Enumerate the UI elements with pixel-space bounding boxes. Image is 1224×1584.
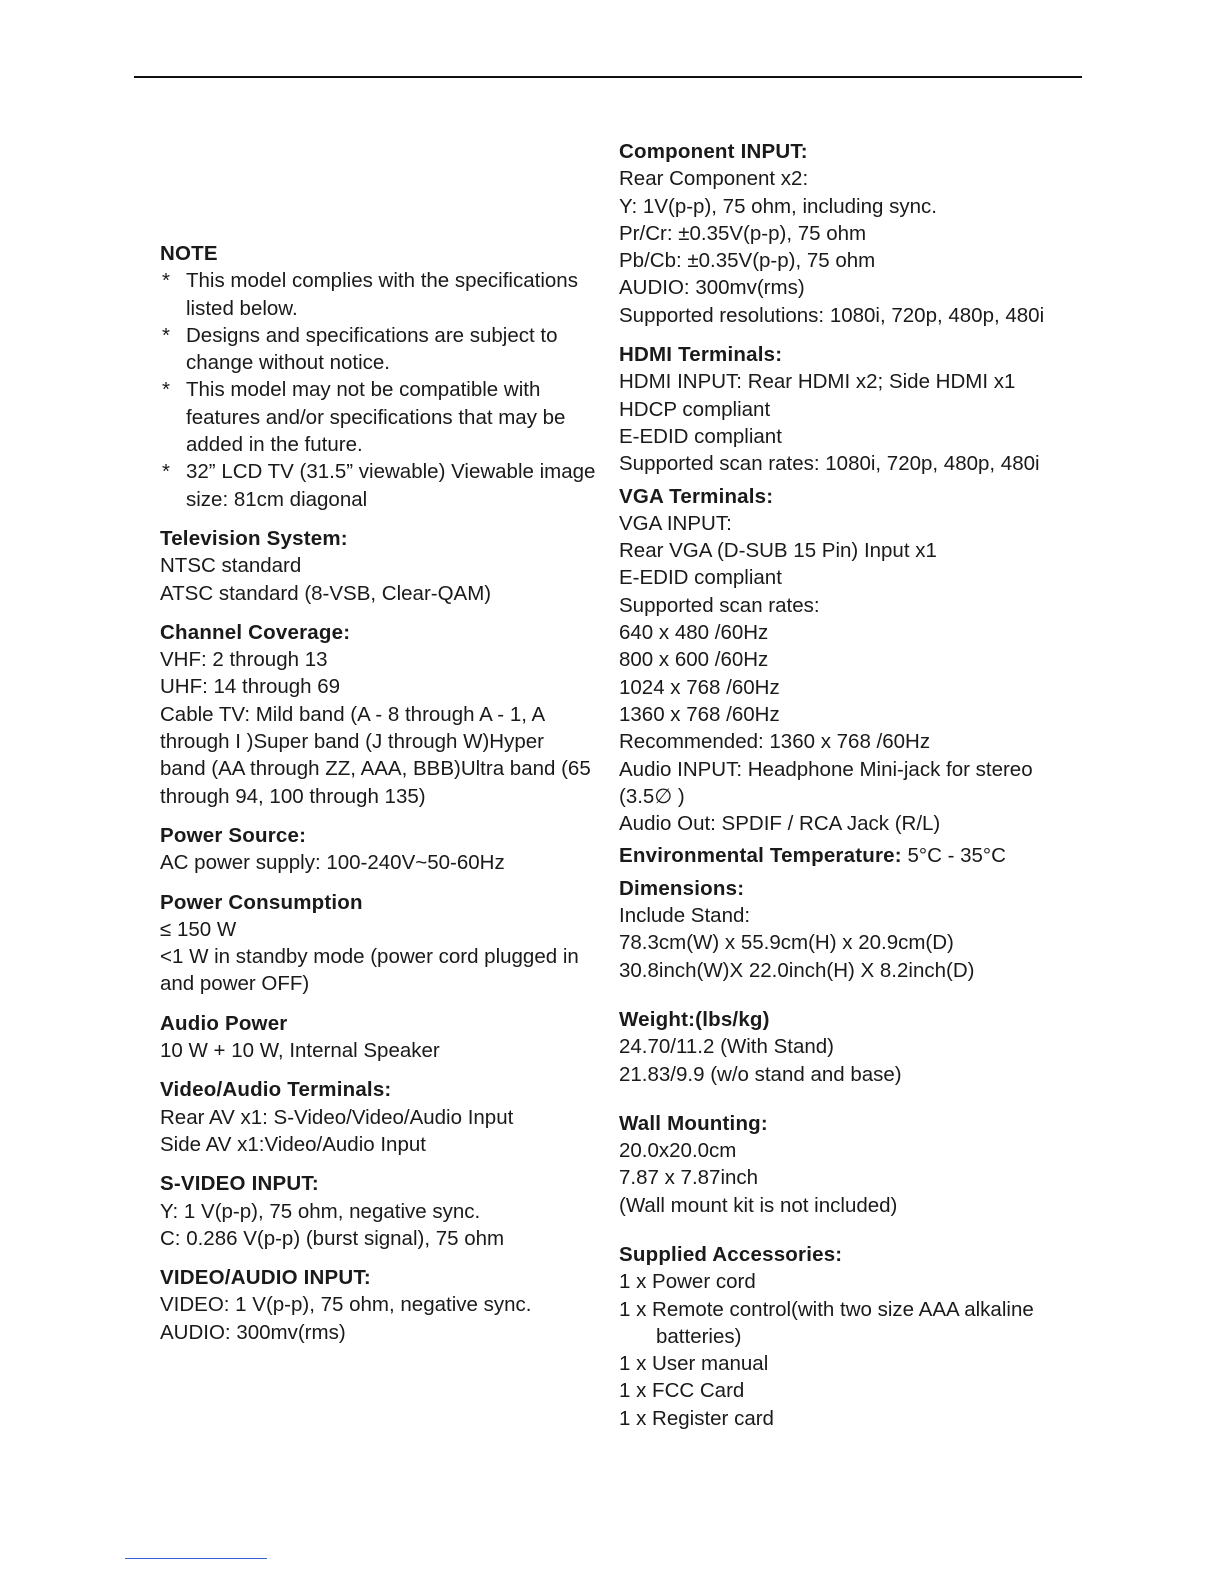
spec-line: 30.8inch(W)X 22.0inch(H) X 8.2inch(D): [619, 958, 975, 982]
accessory-item: 1 x Remote control(with two size AAA alkaline: [619, 1297, 1034, 1321]
note-text: This model complies with the specifications listed below.: [186, 269, 578, 320]
section-heading: Component INPUT:: [619, 140, 808, 163]
spec-line: 640 x 480 /60Hz: [619, 621, 769, 645]
note-item: [160, 267, 600, 322]
spec-line: and power OFF): [160, 972, 310, 996]
spec-line: <1 W in standby mode (power cord plugged in: [160, 945, 579, 969]
spec-line: (Wall mount kit is not included): [619, 1193, 898, 1217]
section-heading: Weight:(lbs/kg): [619, 1007, 770, 1031]
spec-line: NTSC standard: [160, 554, 302, 578]
spec-line: 20.0x20.0cm: [619, 1139, 737, 1163]
spec-line: 800 x 600 /60Hz: [619, 648, 769, 672]
section-heading: Audio Power: [160, 1011, 288, 1035]
footer-link-underline: [125, 1558, 267, 1559]
spec-line: Cable TV: Mild band (A - 8 through A - 1, A: [160, 702, 546, 726]
bullet-asterisk: *: [162, 269, 170, 293]
spec-line: AUDIO: 300mv(rms): [619, 276, 805, 300]
note-item: [160, 322, 600, 377]
spec-line: HDMI INPUT: Rear HDMI x2; Side HDMI x1: [619, 370, 1016, 394]
spec-line: Supported scan rates:: [619, 593, 820, 617]
spec-line: Side AV x1:Video/Audio Input: [160, 1132, 426, 1156]
spec-line: Pb/Cb: ±0.35V(p-p), 75 ohm: [619, 249, 876, 273]
accessory-item: 1 x User manual: [619, 1352, 769, 1376]
note-heading: NOTE: [160, 242, 218, 265]
spec-line: AC power supply: 100-240V~50-60Hz: [160, 851, 505, 875]
bullet-asterisk: *: [162, 378, 170, 402]
right-column: [619, 138, 1069, 1432]
hdmi-terminals-section: [619, 341, 1069, 477]
spec-line: band (AA through ZZ, AAA, BBB)Ultra band (65: [160, 757, 591, 781]
spec-line: 78.3cm(W) x 55.9cm(H) x 20.9cm(D): [619, 931, 954, 955]
note-item: [160, 458, 600, 513]
accessory-item-continuation: batteries): [656, 1324, 742, 1348]
note-section: [160, 240, 600, 513]
accessory-item: 1 x FCC Card: [619, 1379, 745, 1403]
spec-line: Audio Out: SPDIF / RCA Jack (R/L): [619, 812, 941, 836]
television-system-section: [160, 525, 600, 607]
video-audio-terminals-section: [160, 1076, 600, 1158]
spec-line: Supported resolutions: 1080i, 720p, 480p, 480i: [619, 303, 1045, 327]
section-heading: Dimensions:: [619, 876, 745, 900]
section-heading: Video/Audio Terminals:: [160, 1078, 392, 1102]
spec-line: ATSC standard (8-VSB, Clear-QAM): [160, 581, 492, 605]
spec-line: 24.70/11.2 (With Stand): [619, 1035, 834, 1059]
spec-line: Audio INPUT: Headphone Mini-jack for stereo: [619, 757, 1033, 781]
spec-line: HDCP compliant: [619, 397, 771, 421]
spec-line: Pr/Cr: ±0.35V(p-p), 75 ohm: [619, 221, 867, 245]
bullet-asterisk: *: [162, 460, 170, 484]
weight-section: [619, 1006, 1069, 1088]
spec-line: 10 W + 10 W, Internal Speaker: [160, 1039, 440, 1063]
spec-line: Rear AV x1: S-Video/Video/Audio Input: [160, 1105, 514, 1129]
audio-power-section: [160, 1010, 600, 1065]
spec-line: UHF: 14 through 69: [160, 675, 341, 699]
note-text: This model may not be compatible with features and/or specifications that may be added in the future.: [186, 378, 566, 457]
component-input-section: [619, 138, 1069, 329]
section-heading: HDMI Terminals:: [619, 343, 783, 367]
environmental-temperature-section: [619, 842, 1069, 869]
section-heading: Supplied Accessories:: [619, 1242, 843, 1266]
spec-line: C: 0.286 V(p-p) (burst signal), 75 ohm: [160, 1226, 505, 1250]
spec-line: E-EDID compliant: [619, 424, 782, 448]
spec-line: Recommended: 1360 x 768 /60Hz: [619, 730, 931, 754]
section-heading: S-VIDEO INPUT:: [160, 1172, 319, 1196]
spec-line: Supported scan rates: 1080i, 720p, 480p, 480i: [619, 452, 1040, 476]
spec-line: Rear Component x2:: [619, 167, 809, 191]
spec-line: VHF: 2 through 13: [160, 648, 328, 672]
spec-line: 21.83/9.9 (w/o stand and base): [619, 1062, 902, 1086]
section-heading: Wall Mounting:: [619, 1111, 768, 1135]
temperature-range: 5°C - 35°C: [901, 844, 1006, 868]
note-text: 32” LCD TV (31.5” viewable) Viewable image size: 81cm diagonal: [186, 460, 596, 511]
section-heading: Power Consumption: [160, 890, 363, 914]
spec-line: 1360 x 768 /60Hz: [619, 702, 780, 726]
dimensions-section: [619, 875, 1069, 984]
section-heading: Power Source:: [160, 823, 307, 847]
spec-line: ≤ 150 W: [160, 917, 237, 941]
note-item: [160, 376, 600, 458]
section-heading: VIDEO/AUDIO INPUT:: [160, 1266, 371, 1290]
spec-line: 1024 x 768 /60Hz: [619, 675, 780, 699]
supplied-accessories-section: [619, 1241, 1069, 1432]
spec-line: through I )Super band (J through W)Hyper: [160, 730, 544, 754]
accessory-item: 1 x Register card: [619, 1406, 774, 1430]
spec-line: through 94, 100 through 135): [160, 784, 426, 808]
bullet-asterisk: *: [162, 323, 170, 347]
spec-line: AUDIO: 300mv(rms): [160, 1320, 346, 1344]
spec-line: Y: 1V(p-p), 75 ohm, including sync.: [619, 194, 937, 218]
section-heading: Television System:: [160, 526, 348, 550]
power-source-section: [160, 822, 600, 877]
spec-line: Include Stand:: [619, 904, 751, 928]
spec-line: VGA INPUT:: [619, 511, 732, 535]
spec-line: (3.5∅ ): [619, 784, 685, 808]
section-heading: Channel Coverage:: [160, 620, 351, 644]
power-consumption-section: [160, 889, 600, 998]
spec-line: E-EDID compliant: [619, 566, 782, 590]
spec-line: Y: 1 V(p-p), 75 ohm, negative sync.: [160, 1199, 481, 1223]
note-text: Designs and specifications are subject to change without notice.: [186, 323, 558, 375]
section-heading: VGA Terminals:: [619, 484, 774, 508]
channel-coverage-section: [160, 619, 600, 810]
header-rule: [134, 76, 1082, 78]
wall-mounting-section: [619, 1110, 1069, 1219]
accessory-item: 1 x Power cord: [619, 1270, 756, 1294]
spec-line: Rear VGA (D-SUB 15 Pin) Input x1: [619, 539, 937, 563]
s-video-input-section: [160, 1170, 600, 1252]
spec-line: 7.87 x 7.87inch: [619, 1166, 759, 1190]
left-column: [160, 240, 600, 1346]
spec-line: VIDEO: 1 V(p-p), 75 ohm, negative sync.: [160, 1293, 532, 1317]
vga-terminals-section: [619, 483, 1069, 838]
video-audio-input-section: [160, 1264, 600, 1346]
section-heading: Environmental Temperature:: [619, 844, 902, 868]
